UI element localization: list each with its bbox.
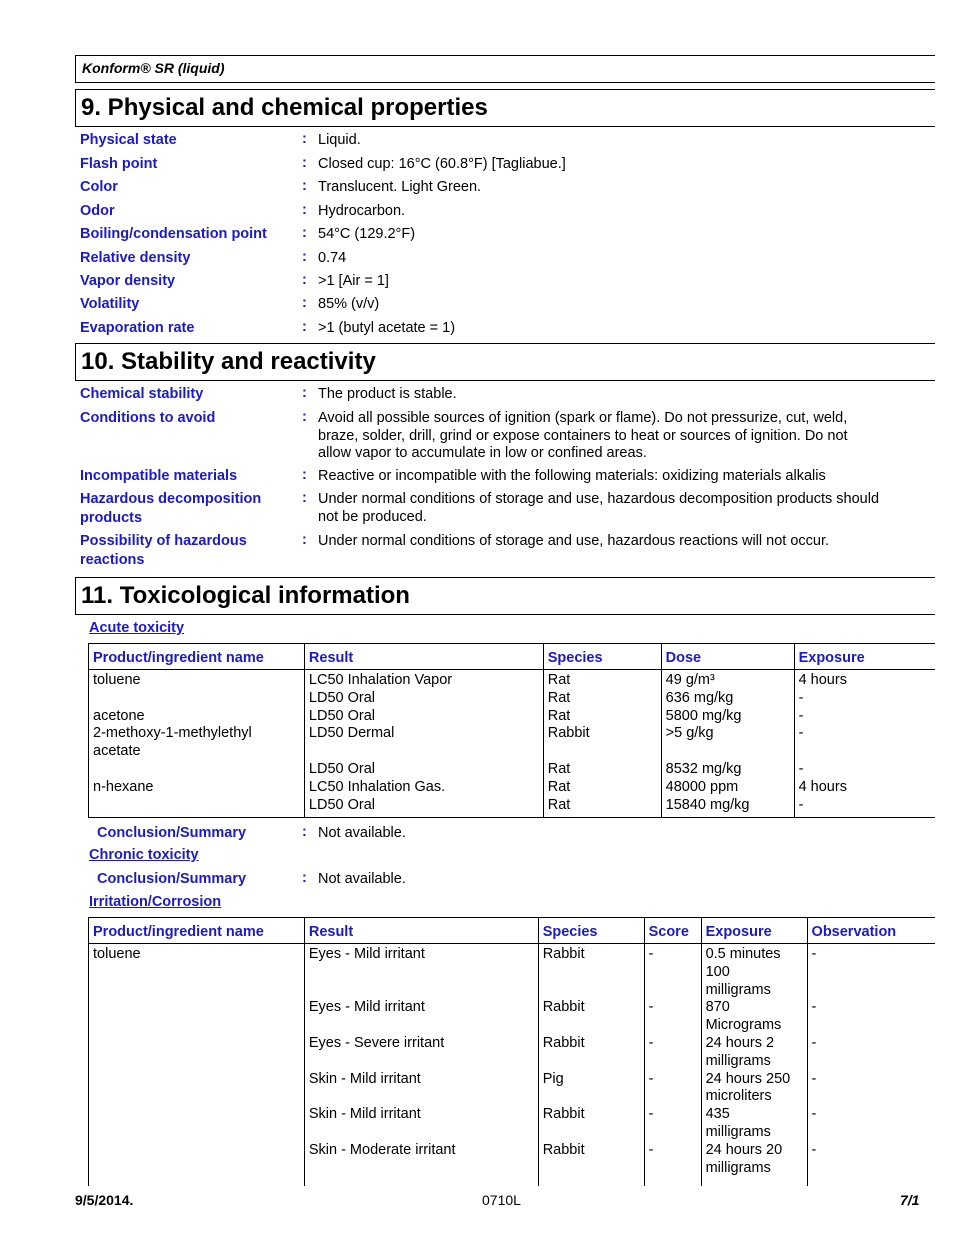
- section-9-title: 9. Physical and chemical properties: [81, 94, 488, 121]
- cell-block: [543, 1142, 640, 1178]
- cell-line: 2-methoxy-1-methylethyl: [93, 725, 252, 742]
- property-label: Flash point: [80, 156, 158, 172]
- property-value: Avoid all possible sources of ignition (spark or flame). Do not pressurize, cut, weld,: [318, 410, 848, 426]
- cell-line: Rabbit: [542, 1141, 585, 1158]
- table-cell: [543, 670, 661, 818]
- acute-conclusion-value: Not available.: [318, 825, 406, 841]
- chronic-toxicity-link[interactable]: Chronic toxicity: [89, 847, 199, 863]
- cell-block: [309, 946, 534, 999]
- cell-line: microliters: [705, 1088, 772, 1105]
- section-10-title: 10. Stability and reactivity: [81, 348, 376, 375]
- cell-block: [706, 1142, 803, 1178]
- property-value: Reactive or incompatible with the following materials: oxidizing materials alkalis: [318, 468, 826, 484]
- cell-line: milligrams: [705, 1159, 771, 1176]
- cell-line: Rat: [547, 796, 571, 813]
- cell-block: [309, 1071, 534, 1107]
- cell-line: milligrams: [705, 1123, 771, 1140]
- cell-block: [543, 999, 640, 1035]
- property-value: Liquid.: [318, 132, 361, 148]
- property-label: products: [80, 510, 143, 526]
- cell-block: [812, 1071, 931, 1107]
- property-value: Closed cup: 16°C (60.8°F) [Tagliabue.]: [318, 156, 566, 172]
- property-label: Conditions to avoid: [80, 410, 216, 426]
- cell-line: LC50 Inhalation Vapor: [308, 672, 453, 688]
- cell-line: 4 hours: [798, 672, 847, 688]
- cell-block: [706, 1106, 803, 1142]
- cell-line: LD50 Dermal: [308, 725, 395, 742]
- property-label: Incompatible materials: [80, 468, 238, 484]
- cell-line: Skin - Mild irritant: [308, 1070, 421, 1087]
- cell-line: Rat: [547, 707, 571, 724]
- table-cell: [701, 944, 807, 1186]
- column-header: Dose: [661, 644, 794, 670]
- column-header: Result: [304, 644, 543, 670]
- product-name: Konform® SR (liquid): [82, 60, 225, 76]
- cell-block: [649, 1071, 697, 1107]
- cell-line: Micrograms: [705, 1017, 782, 1034]
- property-value: Under normal conditions of storage and use, hazardous decomposition products should: [318, 491, 880, 507]
- cell-block: [309, 999, 534, 1035]
- section-9-header: [75, 89, 935, 127]
- cell-line: 5800 mg/kg: [665, 707, 742, 724]
- property-value: not be produced.: [318, 508, 427, 525]
- section-11-title: 11. Toxicological information: [81, 582, 410, 609]
- cell-line: -: [811, 946, 817, 962]
- cell-block: [649, 1106, 697, 1142]
- cell-line: Pig: [542, 1070, 564, 1087]
- cell-line: 636 mg/kg: [665, 689, 734, 706]
- chronic-conclusion-label: Conclusion/Summary: [97, 871, 247, 887]
- table-cell: [644, 944, 701, 1186]
- colon: :: [302, 870, 307, 886]
- colon: :: [302, 385, 307, 401]
- irritation-table: [88, 917, 935, 1186]
- cell-block: [706, 1035, 803, 1071]
- cell-block: [649, 1142, 697, 1178]
- cell-line: [666, 743, 790, 761]
- cell-line: -: [648, 1141, 654, 1158]
- cell-line: Rabbit: [542, 946, 585, 962]
- table-cell: [794, 670, 935, 818]
- colon: :: [302, 532, 307, 548]
- property-value: braze, solder, drill, grind or expose containers to heat or sources of ignition. Do not: [318, 427, 848, 444]
- cell-line: 24 hours 250: [705, 1070, 791, 1087]
- property-label: reactions: [80, 552, 145, 568]
- cell-line: 4 hours: [798, 778, 847, 795]
- column-header: Species: [538, 918, 644, 944]
- cell-block: [812, 1106, 931, 1142]
- cell-line: -: [648, 1070, 654, 1087]
- document-header: [75, 55, 935, 83]
- cell-line: [93, 761, 300, 779]
- cell-line: Rabbit: [542, 999, 585, 1016]
- property-value: 0.74: [318, 250, 347, 266]
- column-header: Result: [304, 918, 538, 944]
- cell-block: [706, 999, 803, 1035]
- cell-line: -: [798, 707, 804, 724]
- cell-line: -: [648, 999, 654, 1016]
- property-label: Vapor density: [80, 273, 176, 289]
- cell-line: Rabbit: [547, 725, 590, 742]
- cell-line: Eyes - Mild irritant: [308, 946, 425, 962]
- cell-line: [799, 743, 931, 761]
- cell-block: [649, 999, 697, 1035]
- cell-line: Rat: [547, 672, 571, 688]
- table-cell: [304, 670, 543, 818]
- cell-line: LD50 Oral: [308, 760, 375, 777]
- column-header: Exposure: [701, 918, 807, 944]
- section-11-header: [75, 577, 935, 615]
- cell-line: -: [811, 999, 817, 1016]
- cell-block: [812, 946, 931, 999]
- colon: :: [302, 490, 307, 506]
- property-label: Physical state: [80, 132, 177, 148]
- property-label: Hazardous decomposition: [80, 491, 262, 507]
- cell-line: n-hexane: [93, 778, 154, 795]
- cell-line: -: [811, 1034, 817, 1051]
- cell-line: -: [798, 760, 804, 777]
- cell-line: milligrams: [705, 1052, 771, 1069]
- colon: :: [302, 409, 307, 425]
- table-cell: [661, 670, 794, 818]
- cell-block: [543, 946, 640, 999]
- colon: :: [302, 131, 307, 147]
- cell-line: -: [811, 1070, 817, 1087]
- cell-block: [543, 1106, 640, 1142]
- table-cell: [304, 944, 538, 1186]
- cell-block: [812, 1142, 931, 1178]
- cell-block: [812, 1035, 931, 1071]
- cell-line: 8532 mg/kg: [665, 760, 742, 777]
- cell-line: 48000 ppm: [665, 778, 739, 795]
- property-label: Volatility: [80, 296, 140, 312]
- property-value: Hydrocarbon.: [318, 203, 406, 219]
- cell-block: [309, 1106, 534, 1142]
- property-label: Boiling/condensation point: [80, 226, 267, 242]
- cell-block: [706, 1071, 803, 1107]
- colon: :: [302, 155, 307, 171]
- cell-line: 870: [705, 999, 730, 1016]
- colon: :: [302, 295, 307, 311]
- cell-line: -: [648, 946, 654, 962]
- ingredient-name: toluene: [93, 946, 141, 962]
- colon: :: [302, 249, 307, 265]
- cell-line: [548, 743, 657, 761]
- colon: :: [302, 225, 307, 241]
- cell-line: Rabbit: [542, 1106, 585, 1123]
- cell-line: Skin - Mild irritant: [308, 1106, 421, 1123]
- property-value: allow vapor to accumulate in low or confined areas.: [318, 445, 647, 461]
- column-header: Species: [543, 644, 661, 670]
- cell-block: [309, 1035, 534, 1071]
- cell-line: Eyes - Mild irritant: [308, 999, 425, 1016]
- cell-line: 100: [705, 963, 730, 980]
- cell-line: 24 hours 20: [705, 1141, 783, 1158]
- table-cell: [89, 944, 305, 1186]
- colon: :: [302, 272, 307, 288]
- cell-line: -: [798, 725, 804, 742]
- cell-line: Rat: [547, 778, 571, 795]
- cell-line: -: [648, 1034, 654, 1051]
- cell-line: milligrams: [705, 981, 771, 998]
- cell-line: [309, 743, 539, 761]
- cell-line: acetone: [93, 707, 145, 724]
- property-label: Chemical stability: [80, 386, 204, 402]
- column-header: Product/ingredient name: [89, 918, 305, 944]
- footer-code: 0710L: [482, 1192, 521, 1208]
- column-header: Observation: [807, 918, 935, 944]
- cell-line: acetate: [93, 743, 141, 760]
- cell-line: -: [811, 1141, 817, 1158]
- cell-line: LD50 Oral: [308, 707, 375, 724]
- colon: :: [302, 202, 307, 218]
- cell-block: [309, 1142, 534, 1178]
- column-header: Product/ingredient name: [89, 644, 305, 670]
- footer-date: 9/5/2014.: [75, 1192, 134, 1208]
- cell-block: [649, 946, 697, 999]
- cell-block: [812, 999, 931, 1035]
- cell-line: 0.5 minutes: [705, 946, 781, 962]
- cell-line: toluene: [93, 672, 141, 688]
- cell-line: -: [798, 689, 804, 706]
- table-cell: [807, 944, 935, 1186]
- table-cell: [89, 670, 305, 818]
- cell-line: 24 hours 2: [705, 1034, 775, 1051]
- property-label: Color: [80, 179, 118, 195]
- cell-line: 15840 mg/kg: [665, 796, 750, 813]
- property-label: Evaporation rate: [80, 320, 195, 336]
- acute-toxicity-link[interactable]: Acute toxicity: [89, 620, 185, 636]
- cell-line: Skin - Moderate irritant: [308, 1141, 456, 1158]
- irritation-corrosion-link[interactable]: Irritation/Corrosion: [89, 894, 222, 910]
- footer-page: 7/1: [900, 1192, 920, 1208]
- cell-block: [649, 1035, 697, 1071]
- cell-block: [543, 1071, 640, 1107]
- property-label: Odor: [80, 203, 115, 219]
- cell-line: -: [648, 1106, 654, 1123]
- cell-line: [93, 797, 300, 815]
- cell-line: Rabbit: [542, 1034, 585, 1051]
- property-value: Under normal conditions of storage and use, hazardous reactions will not occur.: [318, 533, 830, 549]
- property-value: 54°C (129.2°F): [318, 226, 416, 242]
- cell-line: -: [798, 796, 804, 813]
- table-cell: [538, 944, 644, 1186]
- colon: :: [302, 467, 307, 483]
- table-row: [89, 944, 936, 1186]
- property-value: >1 [Air = 1]: [318, 273, 389, 289]
- property-label: Relative density: [80, 250, 191, 266]
- cell-line: -: [811, 1106, 817, 1123]
- cell-line: Rat: [547, 689, 571, 706]
- cell-line: Rat: [547, 760, 571, 777]
- colon: :: [302, 319, 307, 335]
- cell-line: 49 g/m³: [665, 672, 715, 688]
- property-value: The product is stable.: [318, 386, 457, 402]
- property-value: >1 (butyl acetate = 1): [318, 320, 456, 336]
- cell-line: >5 g/kg: [665, 725, 714, 742]
- cell-line: LD50 Oral: [308, 689, 375, 706]
- acute-toxicity-table: [88, 643, 935, 818]
- cell-line: LD50 Oral: [308, 796, 375, 813]
- cell-line: LC50 Inhalation Gas.: [308, 778, 446, 795]
- section-10-header: [75, 343, 935, 381]
- property-label: Possibility of hazardous: [80, 533, 247, 549]
- column-header: Exposure: [794, 644, 935, 670]
- cell-block: [543, 1035, 640, 1071]
- colon: :: [302, 824, 307, 840]
- property-value: 85% (v/v): [318, 296, 380, 312]
- cell-line: [93, 690, 300, 708]
- property-value: Translucent. Light Green.: [318, 179, 482, 195]
- cell-line: Eyes - Severe irritant: [308, 1034, 445, 1051]
- cell-line: 435: [705, 1106, 730, 1123]
- column-header: Score: [644, 918, 701, 944]
- chronic-conclusion-value: Not available.: [318, 871, 406, 887]
- cell-block: [706, 946, 803, 999]
- colon: :: [302, 178, 307, 194]
- acute-conclusion-label: Conclusion/Summary: [97, 825, 247, 841]
